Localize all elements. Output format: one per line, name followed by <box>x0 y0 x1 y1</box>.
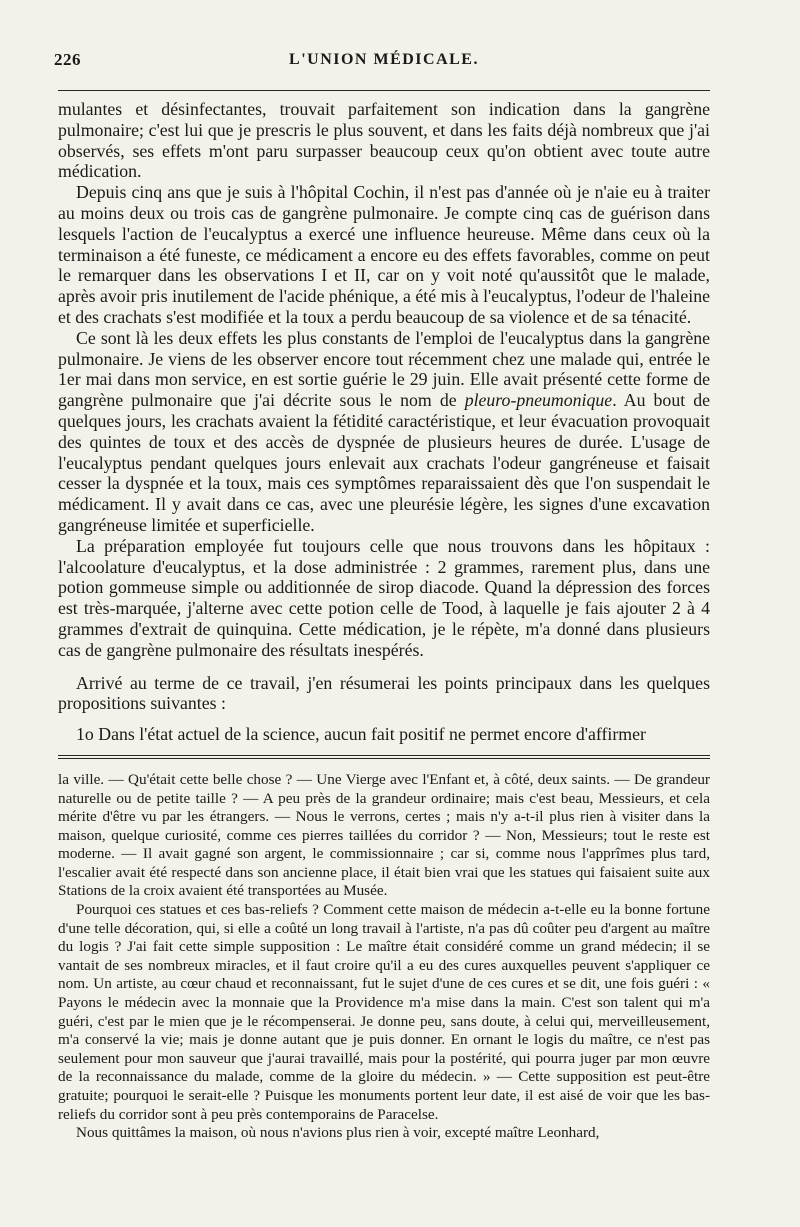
running-title: L'UNION MÉDICALE. <box>289 51 479 68</box>
paragraph-text: . Au bout de quelques jours, les crachats avaient la fétidité caractéristique, et leur évacuation provoquait des quintes de toux et des accès de dyspnée de plusieurs heures de durée. L'usage de l'eucalyptus pendant quelques jours enlevait aux crachats l'odeur gangréneuse et faisait cesser la dyspnée et la toux, mais ces symptômes reparaissaient dès que l'on suspendait le médicament. Il y avait dans ce cas, avec une pleurésie légère, les signes d'une excavation gangréneuse limitée et superficielle. <box>58 390 711 535</box>
paragraph: La préparation employée fut toujours celle que nous trouvons dans les hôpitaux : l'alcoolature d'eucalyptus, et la dose administrée : 2 grammes, rarement plus, dans une potion gommeuse simple ou additionnée de sirop diacode. Quand la dépression des forces est très-marquée, j'alterne avec cette potion celle de Tood, à laquelle je fais ajouter 2 à 4 grammes d'extrait de quinquina. Cette médication, je le répète, m'a donné dans plusieurs cas de gangrène pulmonaire des résultats inespérés. <box>58 535 710 660</box>
paragraph: Depuis cinq ans que je suis à l'hôpital Cochin, il n'est pas d'année où je n'aie eu à traiter au moins deux ou trois cas de gangrène pulmonaire. Je compte cinq cas de guérison dans lesquels l'action de l'eucalyptus a exercé une influence heureuse. Même dans ceux où la terminaison a été funeste, ce médicament a encore eu des effets favorables, comme on peut le remarquer dans les observations I et II, car on y voit noté qu'aussitôt que le malade, après avoir pris inutilement de l'acide phénique, a été mis à l'eucalyptus, l'odeur de l'haleine et des crachats s'est modifiée et la toux a perdu beaucoup de sa violence et de sa ténacité. <box>58 182 710 327</box>
header-rule <box>58 90 710 91</box>
main-text <box>58 99 710 745</box>
page-header <box>54 50 710 74</box>
paragraph: Pourquoi ces statues et ces bas-reliefs ? Comment cette maison de médecin a-t-elle eu la bonne fortune d'une telle décoration, qui, si elle a coûté un long travail à l'artiste, n'a pas dû coûter peu d'argent au maître du logis ? J'ai fait cette simple supposition : Le maître était considéré comme un grand médecin; il se vantait de ses nombreux miracles, et il faut croire qu'il a eu des cures auxquelles peuvent s'appliquer ce nom. Un artiste, au cœur chaud et reconnaissant, fut le sujet d'une de ces cures et se dit, une fois guéri : « Payons le médecin avec la monnaie que la Providence m'a mise dans la main. C'est son talent qui m'a guéri, c'est par le mien que je le récompenserai. Je donne peu, sans doute, à celui qui, merveilleusement, m'a conservé la vie; mais je donne autant que je puis donner. En ornant le logis du maître, ce n'est pas seulement pour mon sauveur que j'aurai travaillé, mais pour la postérité, qui pourra juger par mon œuvre de la reconnaissance du malade, comme de la gloire du médecin. » — Cette supposition est peut-être gratuite; pourquoi le serait-elle ? Puisque les monuments portent leur date, il est aisé de voir que les bas-reliefs du corridor sont à peu près contemporains de Paracelse. <box>58 901 710 1123</box>
paragraph: 1o Dans l'état actuel de la science, aucun fait positif ne permet encore d'affirmer <box>76 724 646 745</box>
paragraph <box>58 328 710 536</box>
paragraph: Nous quittâmes la maison, où nous n'avions plus rien à voir, excepté maître Leonhard, <box>76 1124 600 1142</box>
paragraph: la ville. — Qu'était cette belle chose ? — Une Vierge avec l'Enfant et, à côté, deux saints. — De grandeur naturelle ou de petite taille ? — A peu près de la grandeur ordinaire; mais c'est beau, Messieurs, et cela mérite d'être vu par les étrangers. — Nous le verrons, certes ; mais n'y a-t-il plus rien à visiter dans la maison, quelque curiosité, comme ces pierres taillées du corridor ? — Non, Messieurs; tout le reste est moderne. — Il avait gagné son argent, le commissionnaire ; car si, comme nous l'apprîmes plus tard, l'escalier avait été respecté dans son ancienne place, il était bien vrai que les statues qui faisaient suite aux Stations de la croix avaient été transportées au Musée. <box>58 770 710 900</box>
page-number: 226 <box>54 50 81 69</box>
feuilleton-separator <box>58 755 710 759</box>
page <box>54 50 711 1143</box>
italic-term: pleuro-pneumonique <box>464 390 613 411</box>
paragraph: Arrivé au terme de ce travail, j'en résumerai les points principaux dans les quelques propositions suivantes : <box>58 672 710 714</box>
paragraph-text: Ce sont là les deux effets les plus constants de l'emploi de l'eucalyptus dans la gangrène pulmonaire. Je viens de les observer encore tout récemment chez une malade qui, entrée le 1er mai dans mon service, en est sortie guérie le 29 juin. Elle avait présenté cette forme de gangrène pulmonaire que j'ai décrite sous le nom de <box>58 327 710 411</box>
feuilleton-text <box>58 771 710 1143</box>
paragraph: mulantes et désinfectantes, trouvait parfaitement son indication dans la gangrène pulmonaire; c'est lui que je prescris le plus souvent, et dans les faits déjà nombreux que j'ai observés, ses effets m'ont paru surpasser beaucoup ceux qu'on obtient avec toute autre médication. <box>58 99 710 182</box>
